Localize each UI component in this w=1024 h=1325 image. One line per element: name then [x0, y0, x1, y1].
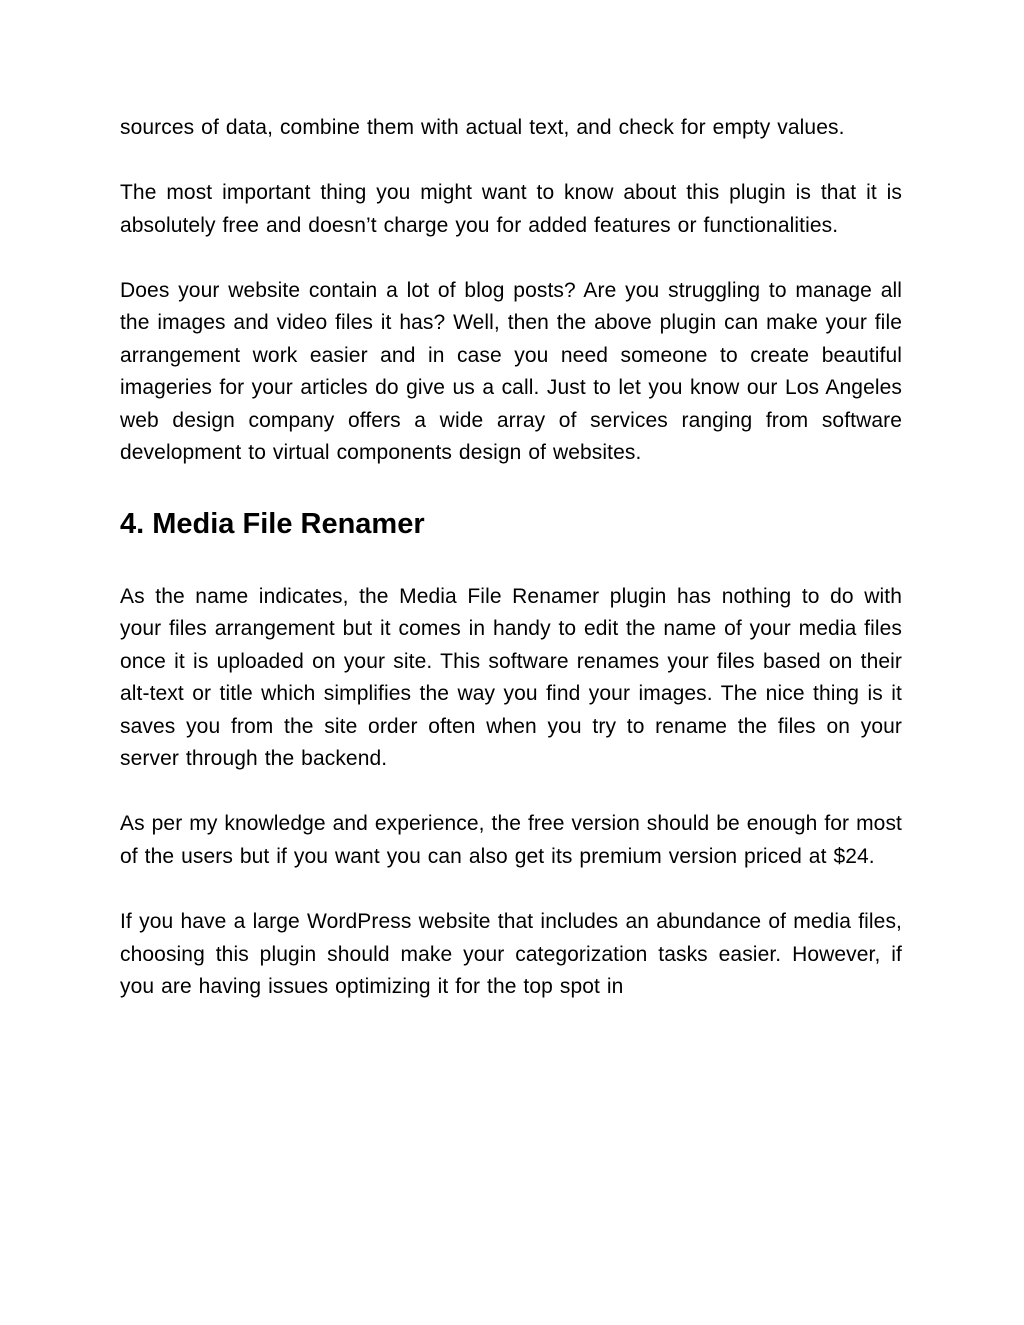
paragraph-sources-of-data: sources of data, combine them with actual text, and check for empty values. [120, 116, 845, 139]
paragraph-most-important-thing: The most important thing you might want to know about this plugin is that it is absolutely free and doesn’t charge you for added features or functionalities. [120, 181, 902, 237]
section-heading-media-file-renamer: 4. Media File Renamer [120, 507, 425, 540]
document-content [120, 112, 902, 1036]
paragraph-if-you-have-large-wordpress: If you have a large WordPress website that includes an abundance of media files, choosing this plugin should make your categorization tasks easier. However, if you are having issues optimizing it for the top spot in [120, 910, 902, 999]
paragraph-does-your-website: Does your website contain a lot of blog posts? Are you struggling to manage all the images and video files it has? Well, then the above plugin can make your file arrangement work easier and in case you need someone to create beautiful imageries for your articles do give us a call. Just to let you know our Los Angeles web design company offers a wide array of services ranging from software development to virtual components design of websites. [120, 278, 902, 465]
paragraph-as-per-my-knowledge: As per my knowledge and experience, the free version should be enough for most of the users but if you want you can also get its premium version priced at $24. [120, 812, 902, 868]
paragraph-as-the-name-indicates: As the name indicates, the Media File Renamer plugin has nothing to do with your files arrangement but it comes in handy to edit the name of your media files once it is uploaded on your site. This software renames your files based on their alt-text or title which simplifies the way you find your images. The nice thing is it saves you from the site order often when you try to rename the files on your server through the backend. [120, 584, 902, 771]
